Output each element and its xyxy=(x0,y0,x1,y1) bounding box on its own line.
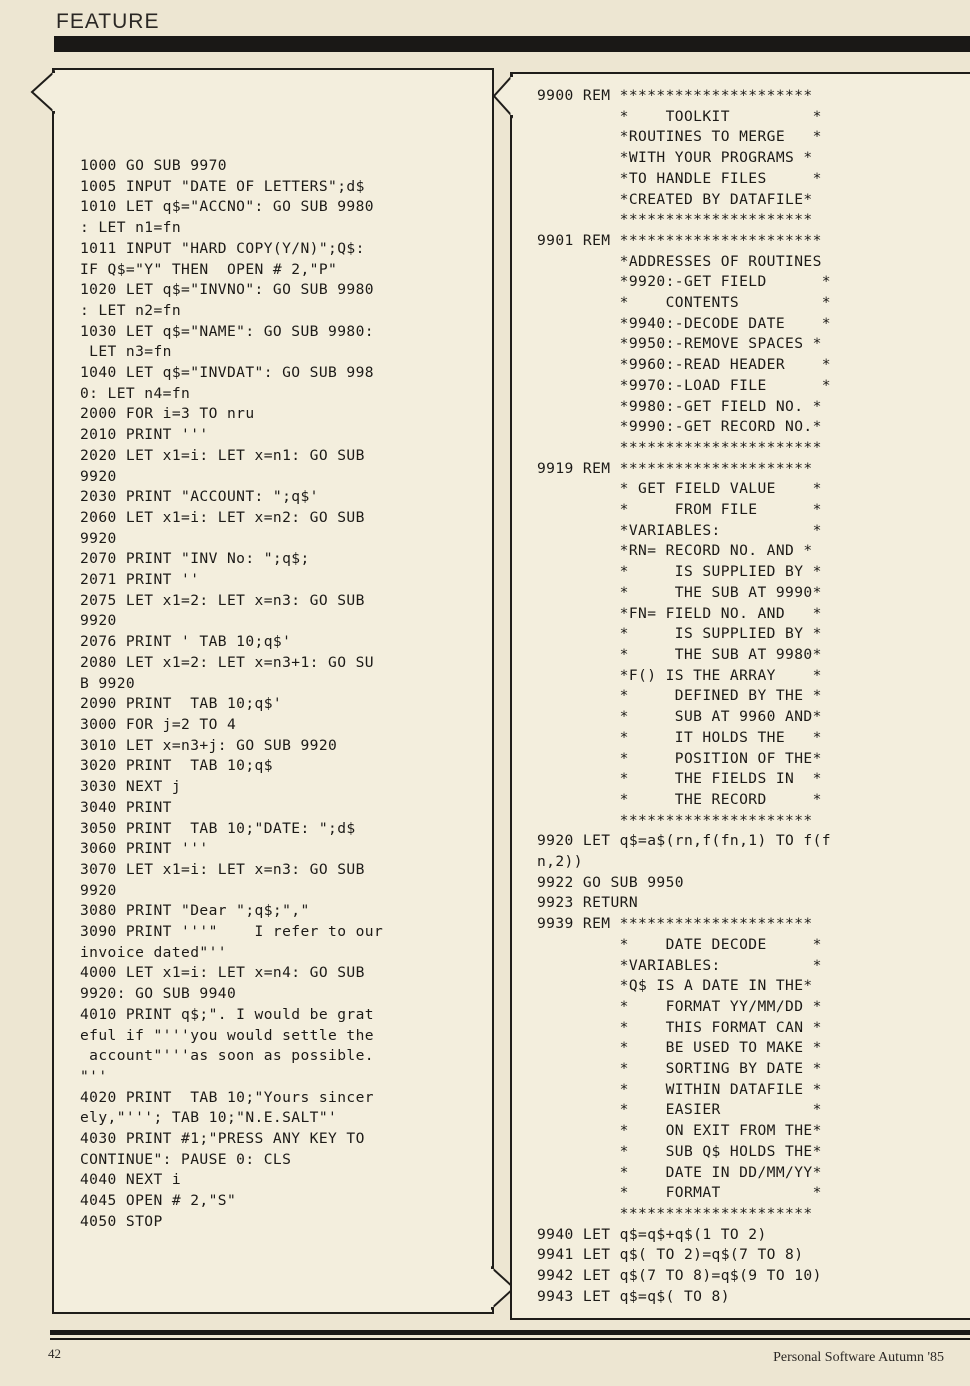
code-line: 9920 xyxy=(80,467,117,485)
code-line: 2090 PRINT TAB 10;q$' xyxy=(80,695,283,713)
code-line: 1011 INPUT "HARD COPY(Y/N)";Q$: xyxy=(80,239,365,257)
code-line: * FORMAT * xyxy=(537,1184,822,1202)
code-line: *TO HANDLE FILES * xyxy=(537,169,822,187)
code-line: * ON EXIT FROM THE* xyxy=(537,1122,822,1140)
code-line: : LET n1=fn xyxy=(80,219,182,237)
code-line: CONTINUE": PAUSE 0: CLS xyxy=(80,1150,292,1168)
code-line: ely,"'''; TAB 10;"N.E.SALT"' xyxy=(80,1109,338,1127)
code-line: 3030 NEXT j xyxy=(80,778,182,796)
code-line: ********************* xyxy=(537,211,813,229)
code-line: *Q$ IS A DATE IN THE* xyxy=(537,977,813,995)
code-line: IF Q$="Y" THEN OPEN # 2,"P" xyxy=(80,260,338,278)
program-listing-right xyxy=(537,86,831,1307)
code-line: 1040 LET q$="INVDAT": GO SUB 998 xyxy=(80,364,374,382)
code-line: *FN= FIELD NO. AND * xyxy=(537,604,822,622)
code-line: ********************** xyxy=(537,438,822,456)
code-line: *WITH YOUR PROGRAMS * xyxy=(537,149,813,167)
code-line: * TOOLKIT * xyxy=(537,107,822,125)
code-line: 9920 xyxy=(80,612,117,630)
code-line: 9943 LET q$=q$( TO 8) xyxy=(537,1287,730,1305)
code-line: 2030 PRINT "ACCOUNT: ";q$' xyxy=(80,488,319,506)
code-line: : LET n2=fn xyxy=(80,301,182,319)
code-line: 4050 STOP xyxy=(80,1212,163,1230)
code-line: * THE RECORD * xyxy=(537,790,822,808)
code-line: eful if "'''you would settle the xyxy=(80,1026,374,1044)
code-line: 0: LET n4=fn xyxy=(80,384,191,402)
code-line: 1010 LET q$="ACCNO": GO SUB 9980 xyxy=(80,198,374,216)
code-line: * DATE DECODE * xyxy=(537,935,822,953)
code-line: 3020 PRINT TAB 10;q$ xyxy=(80,757,273,775)
code-line: 1000 GO SUB 9970 xyxy=(80,157,227,174)
bottom-rule-thin xyxy=(50,1338,970,1340)
code-line: *9940:-DECODE DATE * xyxy=(537,314,831,332)
page-number: 42 xyxy=(48,1346,61,1361)
code-line: * DATE IN DD/MM/YY* xyxy=(537,1163,822,1181)
code-line: 2070 PRINT "INV No: ";q$; xyxy=(80,550,310,568)
code-line: 4030 PRINT #1;"PRESS ANY KEY TO xyxy=(80,1130,365,1148)
code-line: ********************* xyxy=(537,1204,813,1222)
code-line: 4045 OPEN # 2,"S" xyxy=(80,1192,237,1210)
code-line: * IS SUPPLIED BY * xyxy=(537,563,822,581)
code-line: * SORTING BY DATE * xyxy=(537,1060,822,1078)
code-line: *VARIABLES: * xyxy=(537,956,822,974)
code-line: * FROM FILE * xyxy=(537,501,822,519)
code-line: *RN= RECORD NO. AND * xyxy=(537,542,813,560)
code-line: 3070 LET x1=i: LET x=n3: GO SUB xyxy=(80,860,365,878)
code-line: 2075 LET x1=2: LET x=n3: GO SUB xyxy=(80,591,365,609)
code-line: 9919 REM ********************* xyxy=(537,459,813,477)
code-line: *F() IS THE ARRAY * xyxy=(537,666,822,684)
program-listing-left xyxy=(80,156,383,1233)
code-line: 9923 RETURN xyxy=(537,894,639,912)
code-line: n,2)) xyxy=(537,853,583,871)
code-line: 2071 PRINT '' xyxy=(80,571,200,589)
code-line: 1020 LET q$="INVNO": GO SUB 9980 xyxy=(80,281,374,299)
code-line: 2076 PRINT ' TAB 10;q$' xyxy=(80,633,292,651)
code-line: 2080 LET x1=2: LET x=n3+1: GO SU xyxy=(80,653,374,671)
code-line: * BE USED TO MAKE * xyxy=(537,1039,822,1057)
code-line: * SUB Q$ HOLDS THE* xyxy=(537,1142,822,1160)
code-line: * CONTENTS * xyxy=(537,294,831,312)
left-panel-pointer xyxy=(30,72,56,112)
code-line: 9920 xyxy=(80,529,117,547)
code-line: *9950:-REMOVE SPACES * xyxy=(537,335,822,353)
code-line: *9970:-LOAD FILE * xyxy=(537,376,831,394)
code-line: *ROUTINES TO MERGE * xyxy=(537,128,822,146)
publication-credit: Personal Software Autumn '85 xyxy=(773,1350,944,1365)
code-line: 9920 LET q$=a$(rn,f(fn,1) TO f(f xyxy=(537,832,831,850)
code-line: 9922 GO SUB 9950 xyxy=(537,873,684,891)
bottom-rule xyxy=(50,1330,970,1335)
right-panel-pointer xyxy=(492,76,518,116)
code-line: 4000 LET x1=i: LET x=n4: GO SUB xyxy=(80,964,365,982)
code-line: *9990:-GET RECORD NO.* xyxy=(537,418,822,436)
code-line: *VARIABLES: * xyxy=(537,521,822,539)
code-line: 9920 xyxy=(80,881,117,899)
code-line: * IS SUPPLIED BY * xyxy=(537,625,822,643)
code-line: * THE SUB AT 9980* xyxy=(537,645,822,663)
code-line: *9960:-READ HEADER * xyxy=(537,356,831,374)
code-line: 3090 PRINT '''" I refer to our xyxy=(80,923,384,941)
code-line: *9920:-GET FIELD * xyxy=(537,273,831,291)
top-rule xyxy=(54,36,970,52)
code-line: 4020 PRINT TAB 10;"Yours sincer xyxy=(80,1088,374,1106)
code-line: "'' xyxy=(80,1067,108,1085)
code-line: 3060 PRINT ''' xyxy=(80,840,209,858)
code-line: B 9920 xyxy=(80,674,136,692)
code-line: 1030 LET q$="NAME": GO SUB 9980: xyxy=(80,322,374,340)
code-line: * SUB AT 9960 AND* xyxy=(537,708,822,726)
code-line: * FORMAT YY/MM/DD * xyxy=(537,997,822,1015)
code-line: * POSITION OF THE* xyxy=(537,749,822,767)
code-line: * IT HOLDS THE * xyxy=(537,728,822,746)
code-line: account"'''as soon as possible. xyxy=(80,1047,374,1065)
code-line: 4040 NEXT i xyxy=(80,1171,182,1189)
code-line: 2060 LET x1=i: LET x=n2: GO SUB xyxy=(80,508,365,526)
code-line: 2010 PRINT ''' xyxy=(80,426,209,444)
code-line: * EASIER * xyxy=(537,1101,822,1119)
code-line: 3040 PRINT xyxy=(80,798,172,816)
code-line: * THE SUB AT 9990* xyxy=(537,583,822,601)
code-line: 3050 PRINT TAB 10;"DATE: ";d$ xyxy=(80,819,356,837)
code-line: * DEFINED BY THE * xyxy=(537,687,822,705)
code-line: 9920: GO SUB 9940 xyxy=(80,985,237,1003)
code-line: *9980:-GET FIELD NO. * xyxy=(537,397,822,415)
code-line: *ADDRESSES OF ROUTINES xyxy=(537,252,822,270)
code-line: 1005 INPUT "DATE OF LETTERS";d$ xyxy=(80,177,365,195)
code-line: 9939 REM ********************* xyxy=(537,915,813,933)
code-line: 2000 FOR i=3 TO nru xyxy=(80,405,255,423)
code-line: 3080 PRINT "Dear ";q$;"," xyxy=(80,902,310,920)
code-line: * WITHIN DATAFILE * xyxy=(537,1080,822,1098)
code-line: *CREATED BY DATAFILE* xyxy=(537,190,813,208)
code-line: 9900 REM ********************* xyxy=(537,87,813,104)
section-label: FEATURE xyxy=(56,10,160,33)
code-line: LET n3=fn xyxy=(80,343,172,361)
code-line: 2020 LET x1=i: LET x=n1: GO SUB xyxy=(80,446,365,464)
code-line: ********************* xyxy=(537,811,813,829)
code-line: 9940 LET q$=q$+q$(1 TO 2) xyxy=(537,1225,767,1243)
code-line: * GET FIELD VALUE * xyxy=(537,480,822,498)
code-line: 9941 LET q$( TO 2)=q$(7 TO 8) xyxy=(537,1246,804,1264)
code-line: 3000 FOR j=2 TO 4 xyxy=(80,715,237,733)
code-line: 9901 REM ********************** xyxy=(537,231,822,249)
code-line: 3010 LET x=n3+j: GO SUB 9920 xyxy=(80,736,338,754)
code-line: 4010 PRINT q$;". I would be grat xyxy=(80,1005,374,1023)
code-line: 9942 LET q$(7 TO 8)=q$(9 TO 10) xyxy=(537,1267,822,1285)
code-line: invoice dated"'' xyxy=(80,943,227,961)
code-line: * THIS FORMAT CAN * xyxy=(537,1018,822,1036)
code-line: * THE FIELDS IN * xyxy=(537,770,822,788)
